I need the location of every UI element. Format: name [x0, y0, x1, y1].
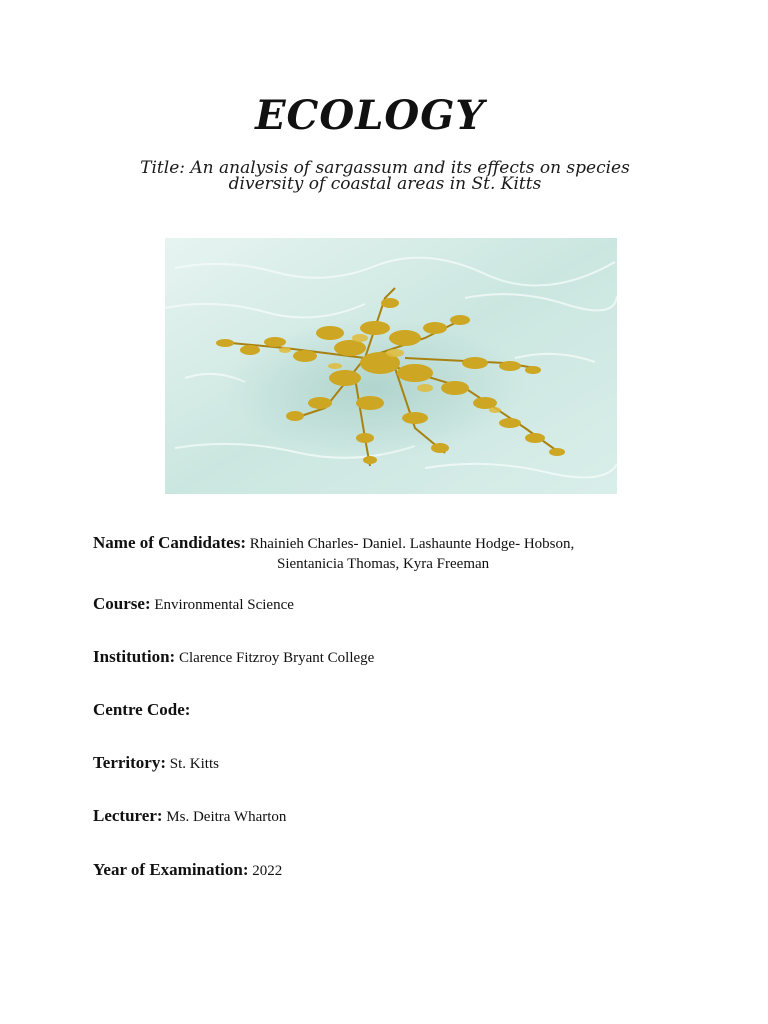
- candidates-value-line2: Sientanicia Thomas, Kyra Freeman: [277, 556, 490, 572]
- document-subtitle: Title: An analysis of sargassum and its effects on species diversity of coastal areas in St. Kitts: [140, 158, 630, 194]
- lecturer-label: Lecturer:: [93, 806, 163, 825]
- lecturer-field: [93, 806, 713, 826]
- year-value: 2022: [252, 863, 283, 879]
- course-field: [93, 594, 713, 614]
- sargassum-seaweed-photo: [165, 238, 617, 494]
- centre-code-field: [93, 700, 713, 720]
- territory-value: St. Kitts: [169, 756, 219, 772]
- course-label: Course:: [93, 594, 151, 613]
- lecturer-value: Ms. Deitra Wharton: [166, 809, 287, 825]
- year-field: [93, 860, 713, 880]
- course-value: Environmental Science: [154, 597, 294, 613]
- institution-label: Institution:: [93, 647, 176, 666]
- territory-field: [93, 753, 713, 773]
- territory-label: Territory:: [93, 753, 167, 772]
- candidates-field: [93, 533, 713, 553]
- centre-code-label: Centre Code:: [93, 700, 191, 719]
- document-title: ECOLOGY: [255, 92, 485, 139]
- year-label: Year of Examination:: [93, 860, 249, 879]
- institution-value: Clarence Fitzroy Bryant College: [178, 650, 375, 666]
- institution-field: [93, 647, 713, 667]
- candidates-value-line1: Rhainieh Charles- Daniel. Lashaunte Hodge- Hobson,: [249, 536, 575, 552]
- candidates-label: Name of Candidates:: [93, 533, 246, 552]
